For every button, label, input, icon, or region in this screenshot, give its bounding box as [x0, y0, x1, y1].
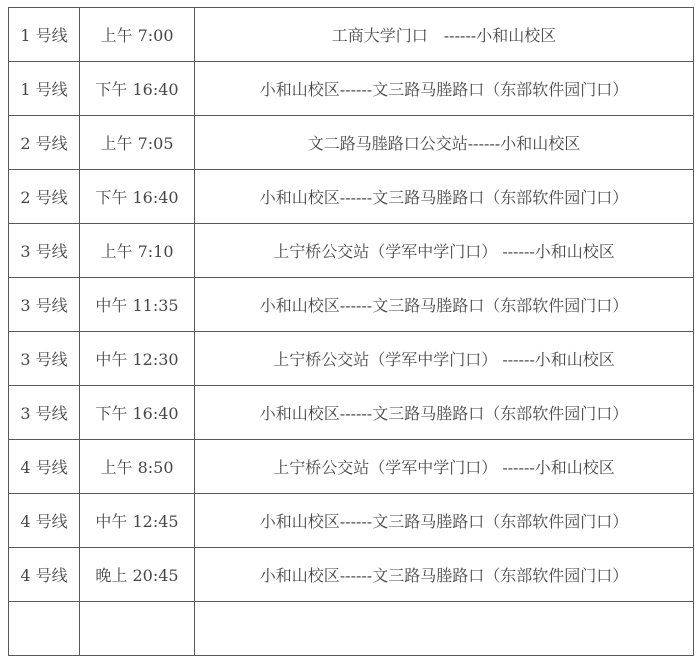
line-cell [9, 602, 80, 656]
table-row [9, 8, 694, 62]
time-cell: 上午 8:50 [80, 440, 195, 494]
line-cell: 1 号线 [9, 62, 80, 116]
line-cell: 4 号线 [9, 548, 80, 602]
time-cell: 中午 11:35 [80, 278, 195, 332]
line-cell: 3 号线 [9, 332, 80, 386]
time-cell: 下午 16:40 [80, 62, 195, 116]
time-cell: 晚上 20:45 [80, 548, 195, 602]
line-cell: 1 号线 [9, 8, 80, 62]
table-row [9, 548, 694, 602]
line-cell: 2 号线 [9, 170, 80, 224]
table-row [9, 116, 694, 170]
time-cell: 下午 16:40 [80, 170, 195, 224]
bus-schedule-table [8, 7, 694, 656]
route-cell: 上宁桥公交站（学军中学门口） ------小和山校区 [195, 332, 694, 386]
table-row [9, 440, 694, 494]
table-row-partial [9, 602, 694, 656]
route-cell: 上宁桥公交站（学军中学门口） ------小和山校区 [195, 440, 694, 494]
table-row [9, 332, 694, 386]
line-cell: 3 号线 [9, 224, 80, 278]
time-cell: 下午 16:40 [80, 386, 195, 440]
time-cell: 上午 7:05 [80, 116, 195, 170]
table-row [9, 170, 694, 224]
table-row [9, 494, 694, 548]
line-cell: 4 号线 [9, 494, 80, 548]
table-row [9, 224, 694, 278]
line-cell: 4 号线 [9, 440, 80, 494]
table-row [9, 278, 694, 332]
time-cell: 上午 7:00 [80, 8, 195, 62]
time-cell: 中午 12:45 [80, 494, 195, 548]
table-row [9, 62, 694, 116]
time-cell [80, 602, 195, 656]
table-row [9, 386, 694, 440]
route-cell: 小和山校区------文三路马塍路口（东部软件园门口） [195, 62, 694, 116]
time-cell: 中午 12:30 [80, 332, 195, 386]
line-cell: 3 号线 [9, 386, 80, 440]
route-cell: 小和山校区------文三路马塍路口（东部软件园门口） [195, 548, 694, 602]
route-cell: 小和山校区------文三路马塍路口（东部软件园门口） [195, 278, 694, 332]
route-cell: 工商大学门口 ------小和山校区 [195, 8, 694, 62]
route-cell: 上宁桥公交站（学军中学门口） ------小和山校区 [195, 224, 694, 278]
route-cell: 小和山校区------文三路马塍路口（东部软件园门口） [195, 494, 694, 548]
route-cell: 文二路马塍路口公交站------小和山校区 [195, 116, 694, 170]
time-cell: 上午 7:10 [80, 224, 195, 278]
line-cell: 3 号线 [9, 278, 80, 332]
line-cell: 2 号线 [9, 116, 80, 170]
route-cell: 小和山校区------文三路马塍路口（东部软件园门口） [195, 386, 694, 440]
route-cell [195, 602, 694, 656]
route-cell: 小和山校区------文三路马塍路口（东部软件园门口） [195, 170, 694, 224]
